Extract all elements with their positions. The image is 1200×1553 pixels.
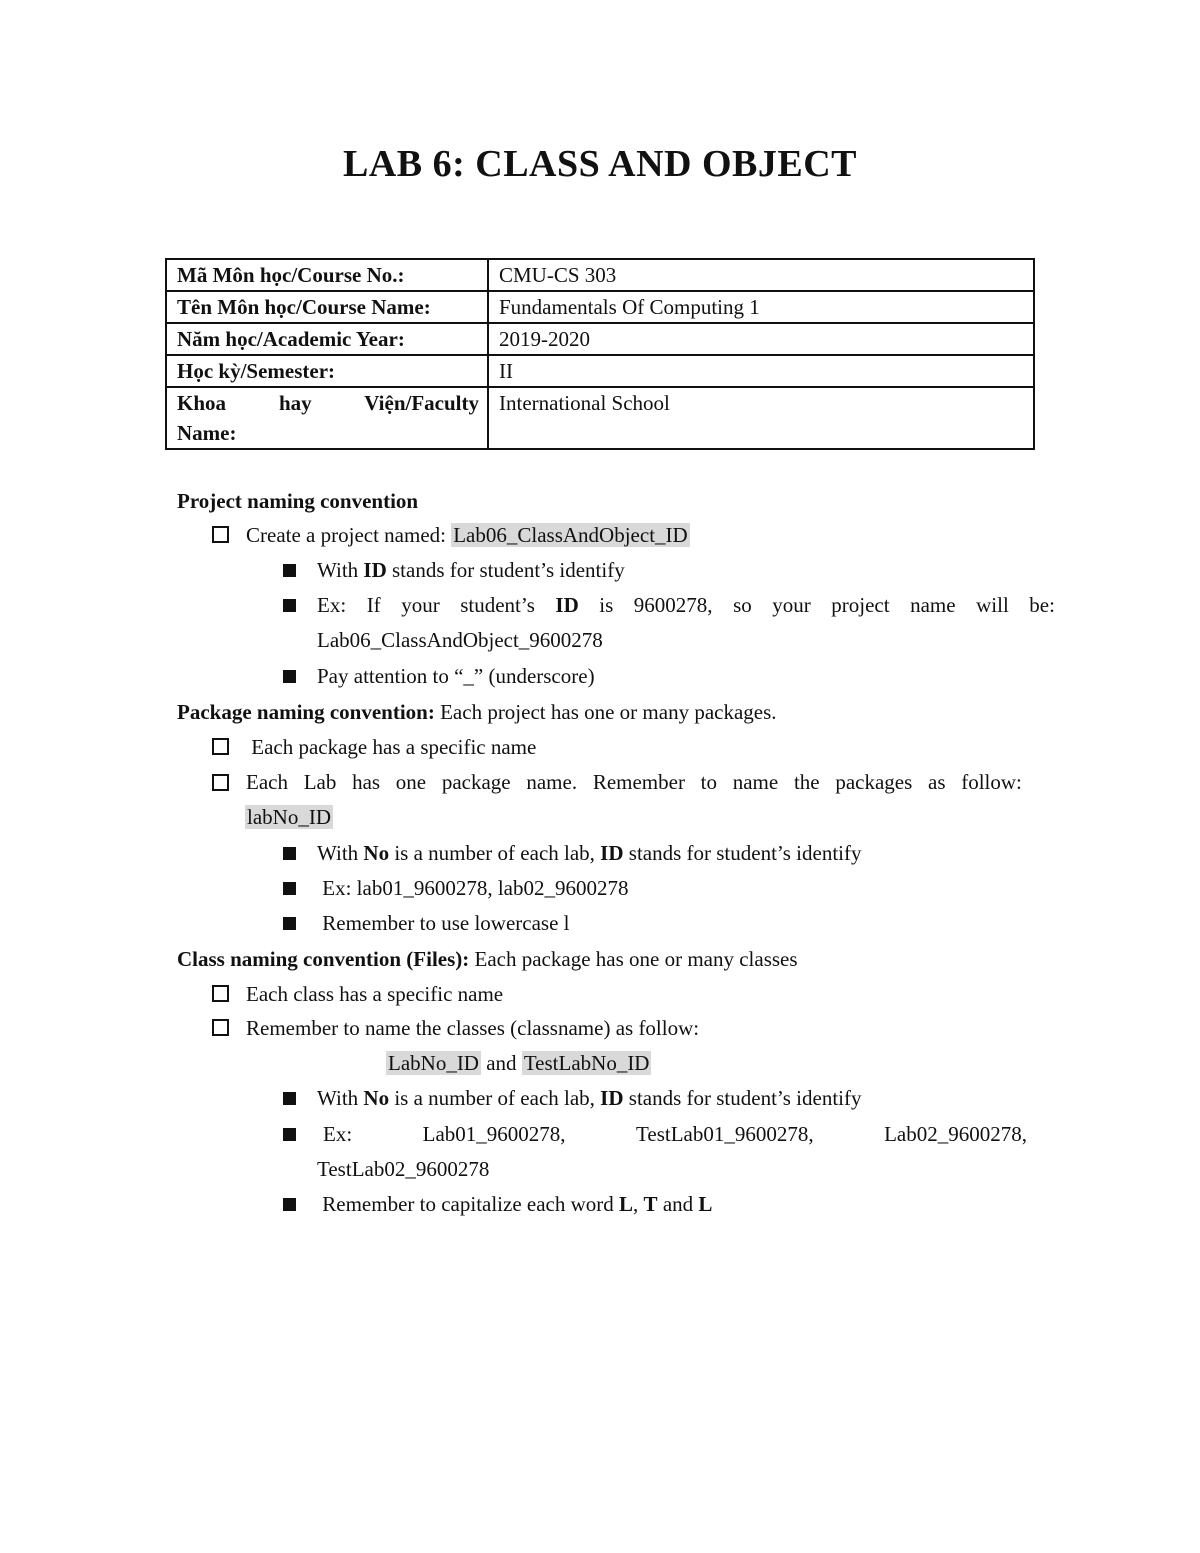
list-item <box>283 590 1055 620</box>
list-item-text: Ex: lab01_9600278, lab02_9600278 <box>317 876 629 900</box>
table-row <box>166 259 1034 291</box>
heading-text: Package naming convention: <box>177 700 435 724</box>
semester-value: II <box>488 355 1034 387</box>
checkbox-bullet-icon <box>212 1019 229 1036</box>
word: Ex: <box>323 1122 353 1146</box>
text: stands for student’s identify <box>623 1086 862 1110</box>
list-item <box>283 908 570 938</box>
bold-text: ID <box>363 558 387 582</box>
word: TestLab01_9600278, <box>636 1122 814 1146</box>
course-no-label: Mã Môn học/Course No.: <box>166 259 488 291</box>
square-bullet-icon <box>283 1092 296 1105</box>
square-bullet-icon <box>283 882 296 895</box>
text: , <box>633 1192 644 1216</box>
checkbox-bullet-icon <box>212 738 229 755</box>
course-name-label: Tên Môn học/Course Name: <box>166 291 488 323</box>
bold-text: L <box>619 1192 634 1216</box>
square-bullet-icon <box>283 847 296 860</box>
square-bullet-icon <box>283 564 296 577</box>
word: 9600278, <box>633 593 713 617</box>
text: is a number of each lab, <box>389 841 601 865</box>
project-name-code: Lab06_ClassAndObject_ID <box>453 523 688 547</box>
heading-rest-text: Each project has one or many packages. <box>434 700 777 724</box>
class-name-code: LabNo_ID <box>388 1051 479 1075</box>
justified-line <box>317 1119 1027 1149</box>
course-info-table <box>165 258 1035 450</box>
list-item-text: Each class has a specific name <box>246 982 504 1006</box>
word: packages <box>835 770 913 794</box>
heading-rest-text: Each package has one or many classes <box>469 947 798 971</box>
word: Each <box>246 770 288 794</box>
class-name-format <box>386 1048 651 1078</box>
text: is a number of each lab, <box>389 1086 601 1110</box>
word: Lab02_9600278, <box>884 1122 1027 1146</box>
word: package <box>441 770 511 794</box>
academic-year-label: Năm học/Academic Year: <box>166 323 488 355</box>
list-item-text: Each package has a specific name <box>246 735 537 759</box>
word: has <box>352 770 381 794</box>
word: If <box>366 593 381 617</box>
word: to <box>700 770 718 794</box>
table-row <box>166 291 1034 323</box>
faculty-value: International School <box>488 387 1034 449</box>
word: will <box>976 593 1009 617</box>
faculty-label-line1: Khoa hay Viện/Faculty <box>177 391 479 415</box>
list-item <box>283 661 595 691</box>
bold-text: T <box>643 1192 658 1216</box>
academic-year-value: 2019-2020 <box>488 323 1034 355</box>
semester-label: Học kỳ/Semester: <box>166 355 488 387</box>
package-name-code: labNo_ID <box>247 805 331 829</box>
list-item <box>212 732 536 762</box>
word: so <box>733 593 752 617</box>
list-item <box>283 1119 1027 1149</box>
text: stands for student’s identify <box>386 558 625 582</box>
faculty-label <box>166 387 488 449</box>
word: your <box>401 593 440 617</box>
square-bullet-icon <box>283 670 296 683</box>
list-item <box>283 1083 862 1113</box>
word: Lab <box>303 770 337 794</box>
class-heading <box>177 944 798 974</box>
list-item <box>283 1189 712 1219</box>
word: the <box>793 770 820 794</box>
square-bullet-icon <box>283 1198 296 1211</box>
word: Remember <box>592 770 685 794</box>
text: With <box>317 558 364 582</box>
word: one <box>395 770 427 794</box>
bold-text: ID <box>600 841 624 865</box>
test-class-name-code: TestLabNo_ID <box>523 1051 650 1075</box>
document-title: LAB 6: CLASS AND OBJECT <box>342 143 858 185</box>
word: student’s <box>460 593 535 617</box>
list-item-text: Pay attention to “_” (underscore) <box>317 664 595 688</box>
table-row <box>166 387 1034 449</box>
list-item-continuation: TestLab02_9600278 <box>317 1157 490 1181</box>
list-item-continuation <box>245 802 333 832</box>
word: Lab01_9600278, <box>422 1122 566 1146</box>
bold-text: No <box>363 1086 390 1110</box>
list-item <box>212 520 690 550</box>
text: stands for student’s identify <box>623 841 862 865</box>
list-item <box>283 838 862 868</box>
checkbox-bullet-icon <box>212 526 229 543</box>
checkbox-bullet-icon <box>212 985 229 1002</box>
list-item <box>212 979 503 1009</box>
list-item <box>283 555 625 585</box>
project-heading: Project naming convention <box>177 489 419 513</box>
word: follow: <box>961 770 1022 794</box>
list-item-continuation: Lab06_ClassAndObject_9600278 <box>317 628 603 652</box>
word: name. <box>526 770 578 794</box>
list-item <box>212 1013 699 1043</box>
text: With <box>317 841 364 865</box>
text: Remember to capitalize each word <box>317 1192 620 1216</box>
list-item <box>212 767 1022 797</box>
table-row <box>166 355 1034 387</box>
bold-text: ID <box>600 1086 624 1110</box>
list-item-text: Remember to use lowercase l <box>317 911 570 935</box>
square-bullet-icon <box>283 917 296 930</box>
table-row <box>166 323 1034 355</box>
bold-text: L <box>698 1192 713 1216</box>
list-item-text: Remember to name the classes (classname) as follow: <box>246 1016 700 1040</box>
heading-text: Class naming convention (Files): <box>177 947 470 971</box>
word: is <box>599 593 614 617</box>
text: and <box>657 1192 699 1216</box>
word: Ex: <box>317 593 347 617</box>
bold-text: No <box>363 841 390 865</box>
word: your <box>772 593 811 617</box>
text: and <box>480 1051 522 1075</box>
list-item <box>283 873 628 903</box>
course-no-value: CMU-CS 303 <box>488 259 1034 291</box>
square-bullet-icon <box>283 1128 296 1141</box>
word: name <box>732 770 779 794</box>
faculty-label-line2: Name: <box>177 421 237 445</box>
course-name-value: Fundamentals Of Computing 1 <box>488 291 1034 323</box>
word: as <box>928 770 946 794</box>
word: name <box>910 593 956 617</box>
word: be: <box>1029 593 1055 617</box>
checkbox-bullet-icon <box>212 774 229 791</box>
word: project <box>831 593 890 617</box>
text: With <box>317 1086 364 1110</box>
word: ID <box>555 593 579 617</box>
justified-line <box>246 767 1022 797</box>
list-item-text: Create a project named: <box>246 523 452 547</box>
package-heading <box>177 697 777 727</box>
square-bullet-icon <box>283 599 296 612</box>
justified-line <box>317 590 1055 620</box>
